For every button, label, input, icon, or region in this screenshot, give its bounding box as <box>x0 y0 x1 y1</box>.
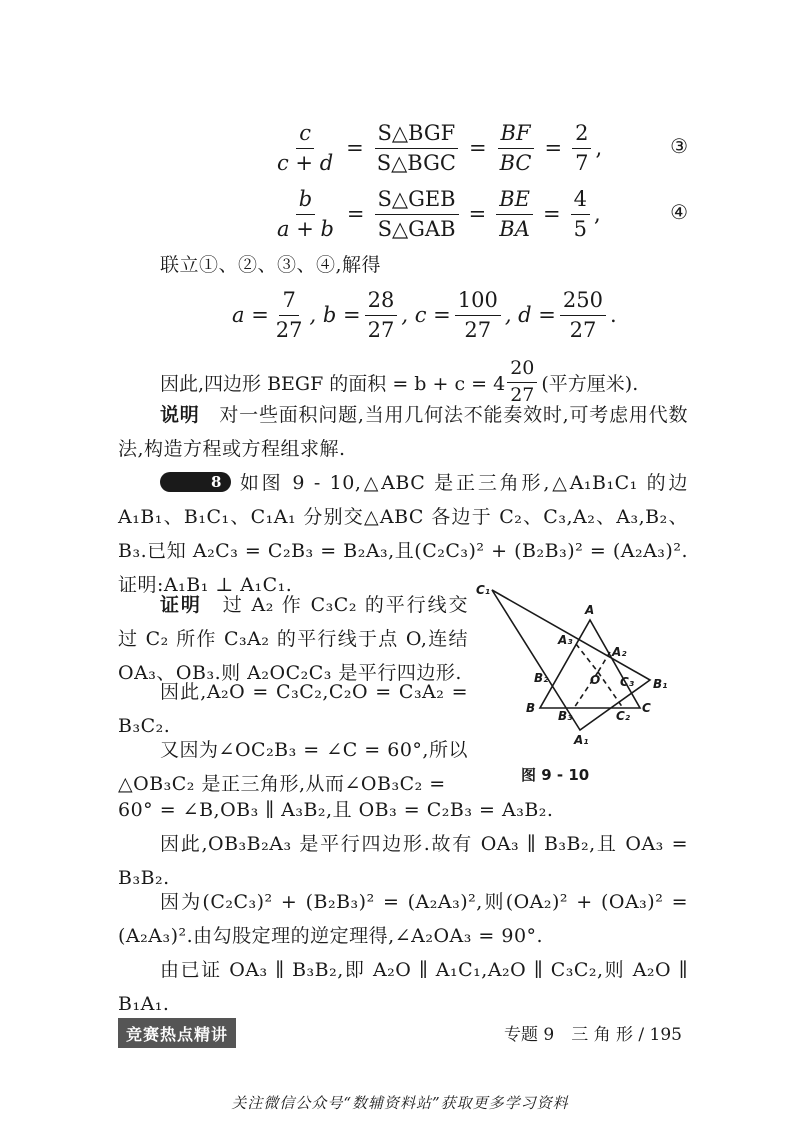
label-o: O <box>590 673 601 687</box>
problem-8: 8 如图 9 - 10,△ABC 是正三角形,△A₁B₁C₁ 的边 A₁B₁、B₁C₁、C₁A₁ 分别交△ABC 各边于 C₂、C₃,A₂、A₃,B₂、B₃.已知 A₂C₃ = C₂B₃ = B₂A₃,且(C₂C₃)² + (B₂B₃)² = (A₂A₃)².证明:A₁B₁ ⊥ A₁C₁. <box>118 472 688 596</box>
label-a3: A₃ <box>558 633 573 647</box>
label-b: B <box>526 701 536 715</box>
fraction: $\frac{28}{27}$ <box>365 288 398 341</box>
label-a2: A₂ <box>612 645 627 659</box>
figure-caption: 图 9 - 10 <box>521 766 590 784</box>
equation-4: $\frac{b}{a + b}$ = $\frac{\text{S△GEB}}{\text{S△GAB}}$ = $\frac{BE}{BA}$ = $\frac{4}{5}$ , <box>270 184 601 244</box>
area-line: 因此,四边形 BEGF 的面积 = b + c = 4 $\frac{20}{27}$ (平方厘米). <box>160 356 639 406</box>
note-label: 说明 <box>160 404 200 426</box>
fraction: $\frac{\text{S△GEB}}{\text{S△GAB}}$ <box>375 187 459 240</box>
fraction: $\frac{\text{S△BGF}}{\text{S△BGC}}$ <box>374 121 459 174</box>
label-a: A <box>585 603 595 617</box>
problem-number-badge: 8 <box>160 472 231 492</box>
proof-paragraph-1: 证明 过 A₂ 作 C₃C₂ 的平行线交过 C₂ 所作 C₃A₂ 的平行线于点 O,连结 OA₃、OB₃.则 A₂OC₂C₃ 是平行四边形. <box>118 594 468 684</box>
equation-3: $\frac{c}{c + d}$ = $\frac{\text{S△BGF}}{\text{S△BGC}}$ = $\frac{BF}{BC}$ = $\frac{2}{7}$ , <box>270 118 602 178</box>
label-a1: A₁ <box>574 733 589 747</box>
fraction: $\frac{b}{a + b}$ <box>277 187 334 241</box>
fraction: $\frac{4}{5}$ <box>571 187 590 240</box>
running-footer <box>504 1020 682 1045</box>
proof-label: 证明 <box>160 594 202 616</box>
solve-line: 联立①、②、③、④,解得 <box>160 254 382 276</box>
label-b1: B₁ <box>653 677 668 691</box>
fraction: $\frac{BF}{BC}$ <box>497 121 535 174</box>
proof-paragraph-6: 由已证 OA₃ ∥ B₃B₂,即 A₂O ∥ A₁C₁,A₂O ∥ C₃C₂,则 A₂O ∥ B₁A₁. <box>118 959 688 1015</box>
fraction: $\frac{c}{c + d}$ <box>277 121 334 175</box>
solutions-row: a = $\frac{7}{27}$ , b = $\frac{28}{27}$ , c = $\frac{100}{27}$ , d = $\frac{250}{27}$ . <box>232 288 617 342</box>
label-c: C <box>642 701 651 715</box>
page-number: 195 <box>649 1025 682 1045</box>
fraction: $\frac{100}{27}$ <box>455 288 501 341</box>
dashed-a2-o <box>598 652 610 672</box>
label-b2: B₂ <box>534 671 549 685</box>
label-c1: C₁ <box>476 583 491 597</box>
fraction: $\frac{250}{27}$ <box>560 288 606 341</box>
proof-paragraph-3a: 又因为∠OC₂B₃ = ∠C = 60°,所以△OB₃C₂ 是正三角形,从而∠OB₃C₂ = <box>118 739 468 795</box>
proof-paragraph-3b: 60° = ∠B,OB₃ ∥ A₃B₂,且 OB₃ = C₂B₃ = A₃B₂. <box>118 799 554 821</box>
proof-paragraph-2: 因此,A₂O = C₃C₂,C₂O = C₃A₂ = B₃C₂. <box>118 681 468 737</box>
label-c2: C₂ <box>616 709 631 723</box>
note-paragraph: 说明 对一些面积问题,当用几何法不能奏效时,可考虑用代数法,构造方程或方程组求解. <box>118 404 688 460</box>
fraction: $\frac{BE}{BA}$ <box>496 187 533 240</box>
figure-9-10 <box>470 580 700 760</box>
proof-paragraph-4: 因此,OB₃B₂A₃ 是平行四边形.故有 OA₃ ∥ B₃B₂,且 OA₃ = B₃B₂. <box>118 833 688 889</box>
section-tag: 竞赛热点精讲 <box>118 1018 236 1048</box>
triangle-abc <box>540 620 640 708</box>
proof-paragraph-5: 因为(C₂C₃)² + (B₂B₃)² = (A₂A₃)²,则(OA₂)² + (OA₃)² = (A₂A₃)².由勾股定理的逆定理得,∠A₂OA₃ = 90°. <box>118 891 688 947</box>
label-c3: C₃ <box>620 675 635 689</box>
fraction: $\frac{7}{27}$ <box>275 288 303 342</box>
equation-number-4: ④ <box>670 200 688 224</box>
label-b3: B₃ <box>558 709 573 723</box>
fraction: $\frac{2}{7}$ <box>572 121 591 174</box>
equation-number-3: ③ <box>670 134 688 158</box>
fraction: $\frac{20}{27}$ <box>507 358 537 407</box>
chapter-label: 专题 9 三 角 形 / <box>503 1025 645 1045</box>
watermark: 关注微信公众号“数辅资料站”获取更多学习资料 <box>231 1094 569 1112</box>
